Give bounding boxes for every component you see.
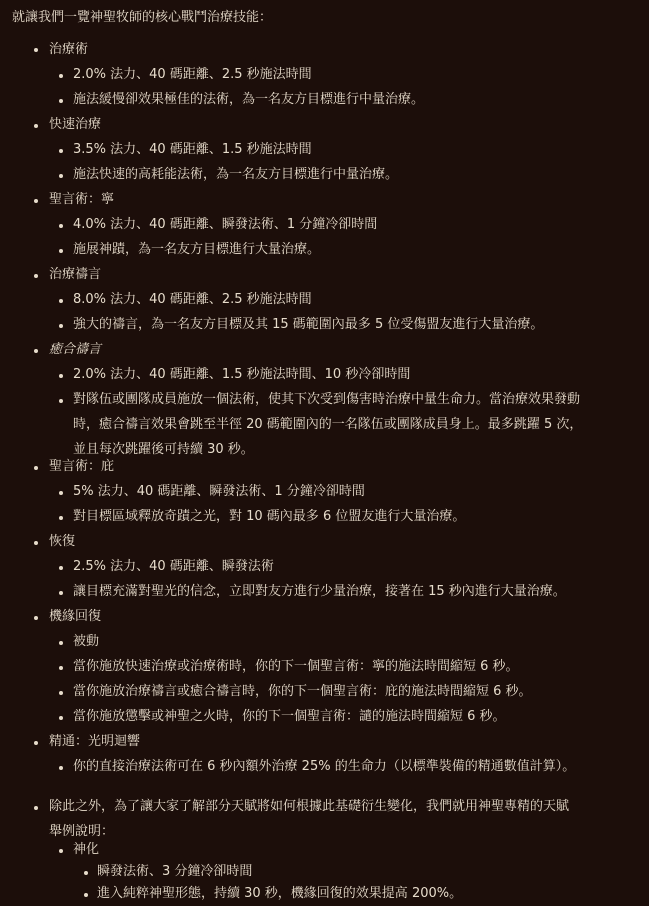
bullet-icon	[59, 74, 63, 78]
skill-name: 精通：光明迴響	[49, 734, 141, 749]
bullet-icon	[59, 174, 63, 178]
bullet-icon	[59, 149, 63, 153]
bullet-icon	[34, 48, 38, 52]
bullet-icon	[59, 566, 63, 570]
skill-detail: 對目標區域釋放奇蹟之光，對 10 碼內最多 6 位盟友進行大量治療。	[73, 509, 466, 524]
bullet-icon	[34, 741, 38, 745]
skill-detail: 施法快速的高耗能法術，為一名友方目標進行中量治療。	[73, 167, 399, 182]
skill-detail: 施法緩慢卻效果極佳的法術，為一名友方目標進行中量治療。	[73, 92, 425, 107]
skill-detail: 被動	[73, 634, 100, 649]
skill-detail: 4.0% 法力、40 碼距離、瞬發法術、1 分鐘冷卻時間	[73, 217, 378, 232]
bullet-icon	[59, 399, 63, 403]
skill-detail: 施展神蹟，為一名友方目標進行大量治療。	[73, 242, 321, 257]
bullet-icon	[34, 466, 38, 470]
bullet-icon	[59, 224, 63, 228]
bullet-icon	[34, 616, 38, 620]
talent-detail: 瞬發法術、3 分鐘冷卻時間	[97, 864, 253, 879]
skill-detail: 2.0% 法力、40 碼距離、1.5 秒施法時間、10 秒冷卻時間	[73, 367, 411, 382]
talent-detail: 進入純粹神聖形態，持續 30 秒，機緣回復的效果提高 200%。	[97, 886, 463, 901]
skill-detail-line: 對隊伍或團隊成員施放一個法術，使其下次受到傷害時治療中量生命力。當治療效果發動	[73, 392, 581, 407]
skill-detail-line: 時，癒合禱言效果會跳至半徑 20 碼範圍內的一名隊伍或團隊成員身上。最多跳躍 5 次，	[73, 417, 583, 432]
bullet-icon	[59, 591, 63, 595]
skill-name: 恢復	[49, 534, 76, 549]
bullet-icon	[59, 641, 63, 645]
skill-detail: 2.0% 法力、40 碼距離、2.5 秒施法時間	[73, 67, 312, 82]
intro-text: 就讓我們一覽神聖牧師的核心戰鬥治療技能：	[12, 10, 273, 25]
bullet-icon	[59, 716, 63, 720]
skill-detail: 當你施放快速治療或治療術時，你的下一個聖言術：寧的施法時間縮短 6 秒。	[73, 659, 519, 674]
skill-detail-line: 並且每次跳躍後可持續 30 秒。	[73, 442, 254, 457]
bullet-icon	[59, 99, 63, 103]
bullet-icon	[34, 124, 38, 128]
skill-detail: 當你施放治療禱言或癒合禱言時，你的下一個聖言術：庇的施法時間縮短 6 秒。	[73, 684, 532, 699]
bullet-icon	[34, 349, 38, 353]
bullet-icon	[84, 893, 88, 897]
bullet-icon	[34, 806, 38, 810]
bullet-icon	[59, 691, 63, 695]
outro-text: 除此之外，為了讓大家了解部分天賦將如何根據此基礎衍生變化，我們就用神聖專精的天賦	[49, 799, 570, 814]
bullet-icon	[59, 249, 63, 253]
skill-name: 機緣回復	[49, 609, 102, 624]
skill-detail: 強大的禱言，為一名友方目標及其 15 碼範圍內最多 5 位受傷盟友進行大量治療。	[73, 317, 544, 332]
bullet-icon	[59, 299, 63, 303]
bullet-icon	[59, 491, 63, 495]
bullet-icon	[34, 541, 38, 545]
bullet-icon	[59, 324, 63, 328]
bullet-icon	[59, 666, 63, 670]
bullet-icon	[34, 274, 38, 278]
skill-detail: 讓目標充滿對聖光的信念，立即對友方進行少量治療，接著在 15 秒內進行大量治療。	[73, 584, 566, 599]
skill-detail: 8.0% 法力、40 碼距離、2.5 秒施法時間	[73, 292, 312, 307]
skill-name: 癒合禱言	[49, 342, 102, 357]
outro-text-cont: 舉例說明：	[49, 824, 115, 839]
skill-name: 聖言術：庇	[49, 459, 115, 474]
bullet-icon	[84, 871, 88, 875]
bullet-icon	[59, 374, 63, 378]
skill-name: 快速治療	[49, 117, 102, 132]
bullet-icon	[59, 516, 63, 520]
talent-name: 神化	[73, 842, 100, 857]
bullet-icon	[59, 766, 63, 770]
bullet-icon	[34, 199, 38, 203]
skill-detail: 5% 法力、40 碼距離、瞬發法術、1 分鐘冷卻時間	[73, 484, 365, 499]
skill-detail: 當你施放懲擊或神聖之火時，你的下一個聖言術：譴的施法時間縮短 6 秒。	[73, 709, 506, 724]
skill-detail: 你的直接治療法術可在 6 秒內額外治療 25% 的生命力（以標準裝備的精通數值計算）。	[73, 759, 576, 774]
skill-name: 治療禱言	[49, 267, 102, 282]
bullet-icon	[59, 849, 63, 853]
skill-name: 聖言術：寧	[49, 192, 115, 207]
skill-detail: 2.5% 法力、40 碼距離、瞬發法術	[73, 559, 274, 574]
skill-name: 治療術	[49, 42, 89, 57]
skill-detail: 3.5% 法力、40 碼距離、1.5 秒施法時間	[73, 142, 312, 157]
